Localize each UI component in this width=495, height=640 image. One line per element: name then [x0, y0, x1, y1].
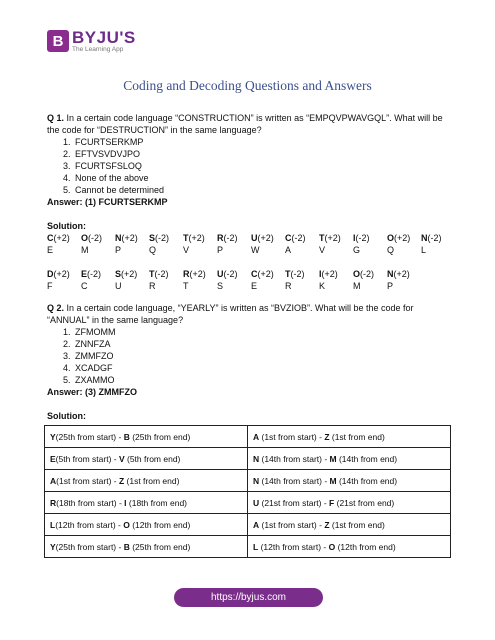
table-cell: L (12th from start) - O (12th from end): [248, 536, 451, 558]
code-letter-shift: T(+2): [183, 233, 205, 243]
code-letter-shift: C(+2): [47, 233, 70, 243]
question-2-text: Q 2. In a certain code language, “YEARLY” is written as “BVZIOB”. What will be the code for “ANNUAL” in the same language?: [47, 303, 414, 325]
solution-table: [44, 425, 451, 558]
question-1-options: [47, 136, 452, 196]
code-result-letter: L: [421, 245, 427, 255]
code-result-letter: K: [319, 281, 326, 291]
code-letter-shift: S(+2): [115, 269, 138, 279]
option: 2. EFTVSVDVJPO: [73, 148, 452, 160]
code-result-letter: P: [115, 245, 122, 255]
question-2-solution-label: Solution:: [47, 411, 86, 421]
code-result-letter: G: [353, 245, 361, 255]
brand-tagline: The Learning App: [72, 46, 124, 53]
code-result-letter: S: [217, 281, 224, 291]
code-letter-shift: N(-2): [421, 233, 442, 243]
code-result-letter: M: [81, 245, 89, 255]
table-cell: U (21st from start) - F (21st from end): [248, 492, 451, 514]
code-result-letter: V: [319, 245, 326, 255]
code-result-letter: W: [251, 245, 260, 255]
code-result-letter: C: [81, 281, 88, 291]
table-row: [45, 448, 451, 470]
code-letter-shift: N(+2): [115, 233, 138, 243]
code-letter-shift: C(-2): [285, 233, 306, 243]
question-1: [47, 112, 452, 232]
question-2: [47, 302, 452, 422]
code-letter-shift: U(-2): [217, 269, 238, 279]
table-cell: Y(25th from start) - B (25th from end): [45, 426, 248, 448]
code-result-letter: U: [115, 281, 122, 291]
code-letter-shift: T(-2): [285, 269, 305, 279]
code-letter-shift: S(-2): [149, 233, 170, 243]
table-row: [45, 536, 451, 558]
code-letter-shift: R(-2): [217, 233, 238, 243]
table-cell: N (14th from start) - M (14th from end): [248, 448, 451, 470]
code-letter-shift: D(+2): [47, 269, 70, 279]
option: 2. ZNNFZA: [73, 338, 452, 350]
table-row: [45, 470, 451, 492]
code-result-letter: Q: [149, 245, 157, 255]
code-letter-shift: I(-2): [353, 233, 370, 243]
option: 1. FCURTSERKMP: [73, 136, 452, 148]
table-row: [45, 514, 451, 536]
code-letter-shift: O(+2): [387, 233, 411, 243]
brand-logo: [47, 29, 136, 54]
table-cell: A(1st from start) - Z (1st from end): [45, 470, 248, 492]
table-cell: L(12th from start) - O (12th from end): [45, 514, 248, 536]
code-letter-shift: I(+2): [319, 269, 338, 279]
option: 4. None of the above: [73, 172, 452, 184]
code-result-letter: P: [387, 281, 394, 291]
code-result-letter: Q: [387, 245, 395, 255]
question-1-solution-label: Solution:: [47, 221, 86, 231]
code-result-letter: F: [47, 281, 53, 291]
code-letter-shift: N(+2): [387, 269, 410, 279]
question-2-options: [47, 326, 452, 386]
code-result-letter: T: [183, 281, 189, 291]
table-cell: A (1st from start) - Z (1st from end): [248, 514, 451, 536]
logo-badge: B: [47, 30, 69, 52]
code-letter-shift: O(-2): [353, 269, 375, 279]
table-row: [45, 492, 451, 514]
table-cell: Y(25th from start) - B (25th from end): [45, 536, 248, 558]
option: 3. FCURTSFSLOQ: [73, 160, 452, 172]
option: 3. ZMMFZO: [73, 350, 452, 362]
code-letter-shift: C(+2): [251, 269, 274, 279]
q1-code-grid-2: [47, 268, 421, 292]
table-cell: R(18th from start) - I (18th from end): [45, 492, 248, 514]
brand-name: BYJU'S: [72, 28, 136, 47]
code-result-letter: E: [251, 281, 258, 291]
option: 5. Cannot be determined: [73, 184, 452, 196]
website-link[interactable]: https://byjus.com: [174, 588, 323, 607]
q1-code-grid-1: [47, 232, 455, 256]
code-letter-shift: O(-2): [81, 233, 103, 243]
table-row: [45, 426, 451, 448]
code-letter-shift: T(-2): [149, 269, 169, 279]
code-result-letter: E: [47, 245, 54, 255]
code-result-letter: P: [217, 245, 224, 255]
question-1-text: Q 1. In a certain code language “CONSTRUCTION” is written as “EMPQVPWAVGQL”. What will be the code for “DESTRUCTION” in the same language?: [47, 113, 443, 135]
code-result-letter: A: [285, 245, 292, 255]
page-title: Coding and Decoding Questions and Answers: [123, 78, 372, 93]
question-1-answer: Answer: (1) FCURTSERKMP: [47, 197, 168, 207]
code-result-letter: R: [285, 281, 292, 291]
code-letter-shift: R(+2): [183, 269, 206, 279]
table-cell: E(5th from start) - V (5th from end): [45, 448, 248, 470]
code-result-letter: M: [353, 281, 361, 291]
option: 4. XCADGF: [73, 362, 452, 374]
code-letter-shift: E(-2): [81, 269, 102, 279]
option: 5. ZXAMMO: [73, 374, 452, 386]
table-cell: A (1st from start) - Z (1st from end): [248, 426, 451, 448]
code-result-letter: V: [183, 245, 190, 255]
code-letter-shift: T(+2): [319, 233, 341, 243]
code-letter-shift: U(+2): [251, 233, 274, 243]
table-cell: N (14th from start) - M (14th from end): [248, 470, 451, 492]
question-2-answer: Answer: (3) ZMMFZO: [47, 387, 137, 397]
code-result-letter: R: [149, 281, 156, 291]
option: 1. ZFMOMM: [73, 326, 452, 338]
